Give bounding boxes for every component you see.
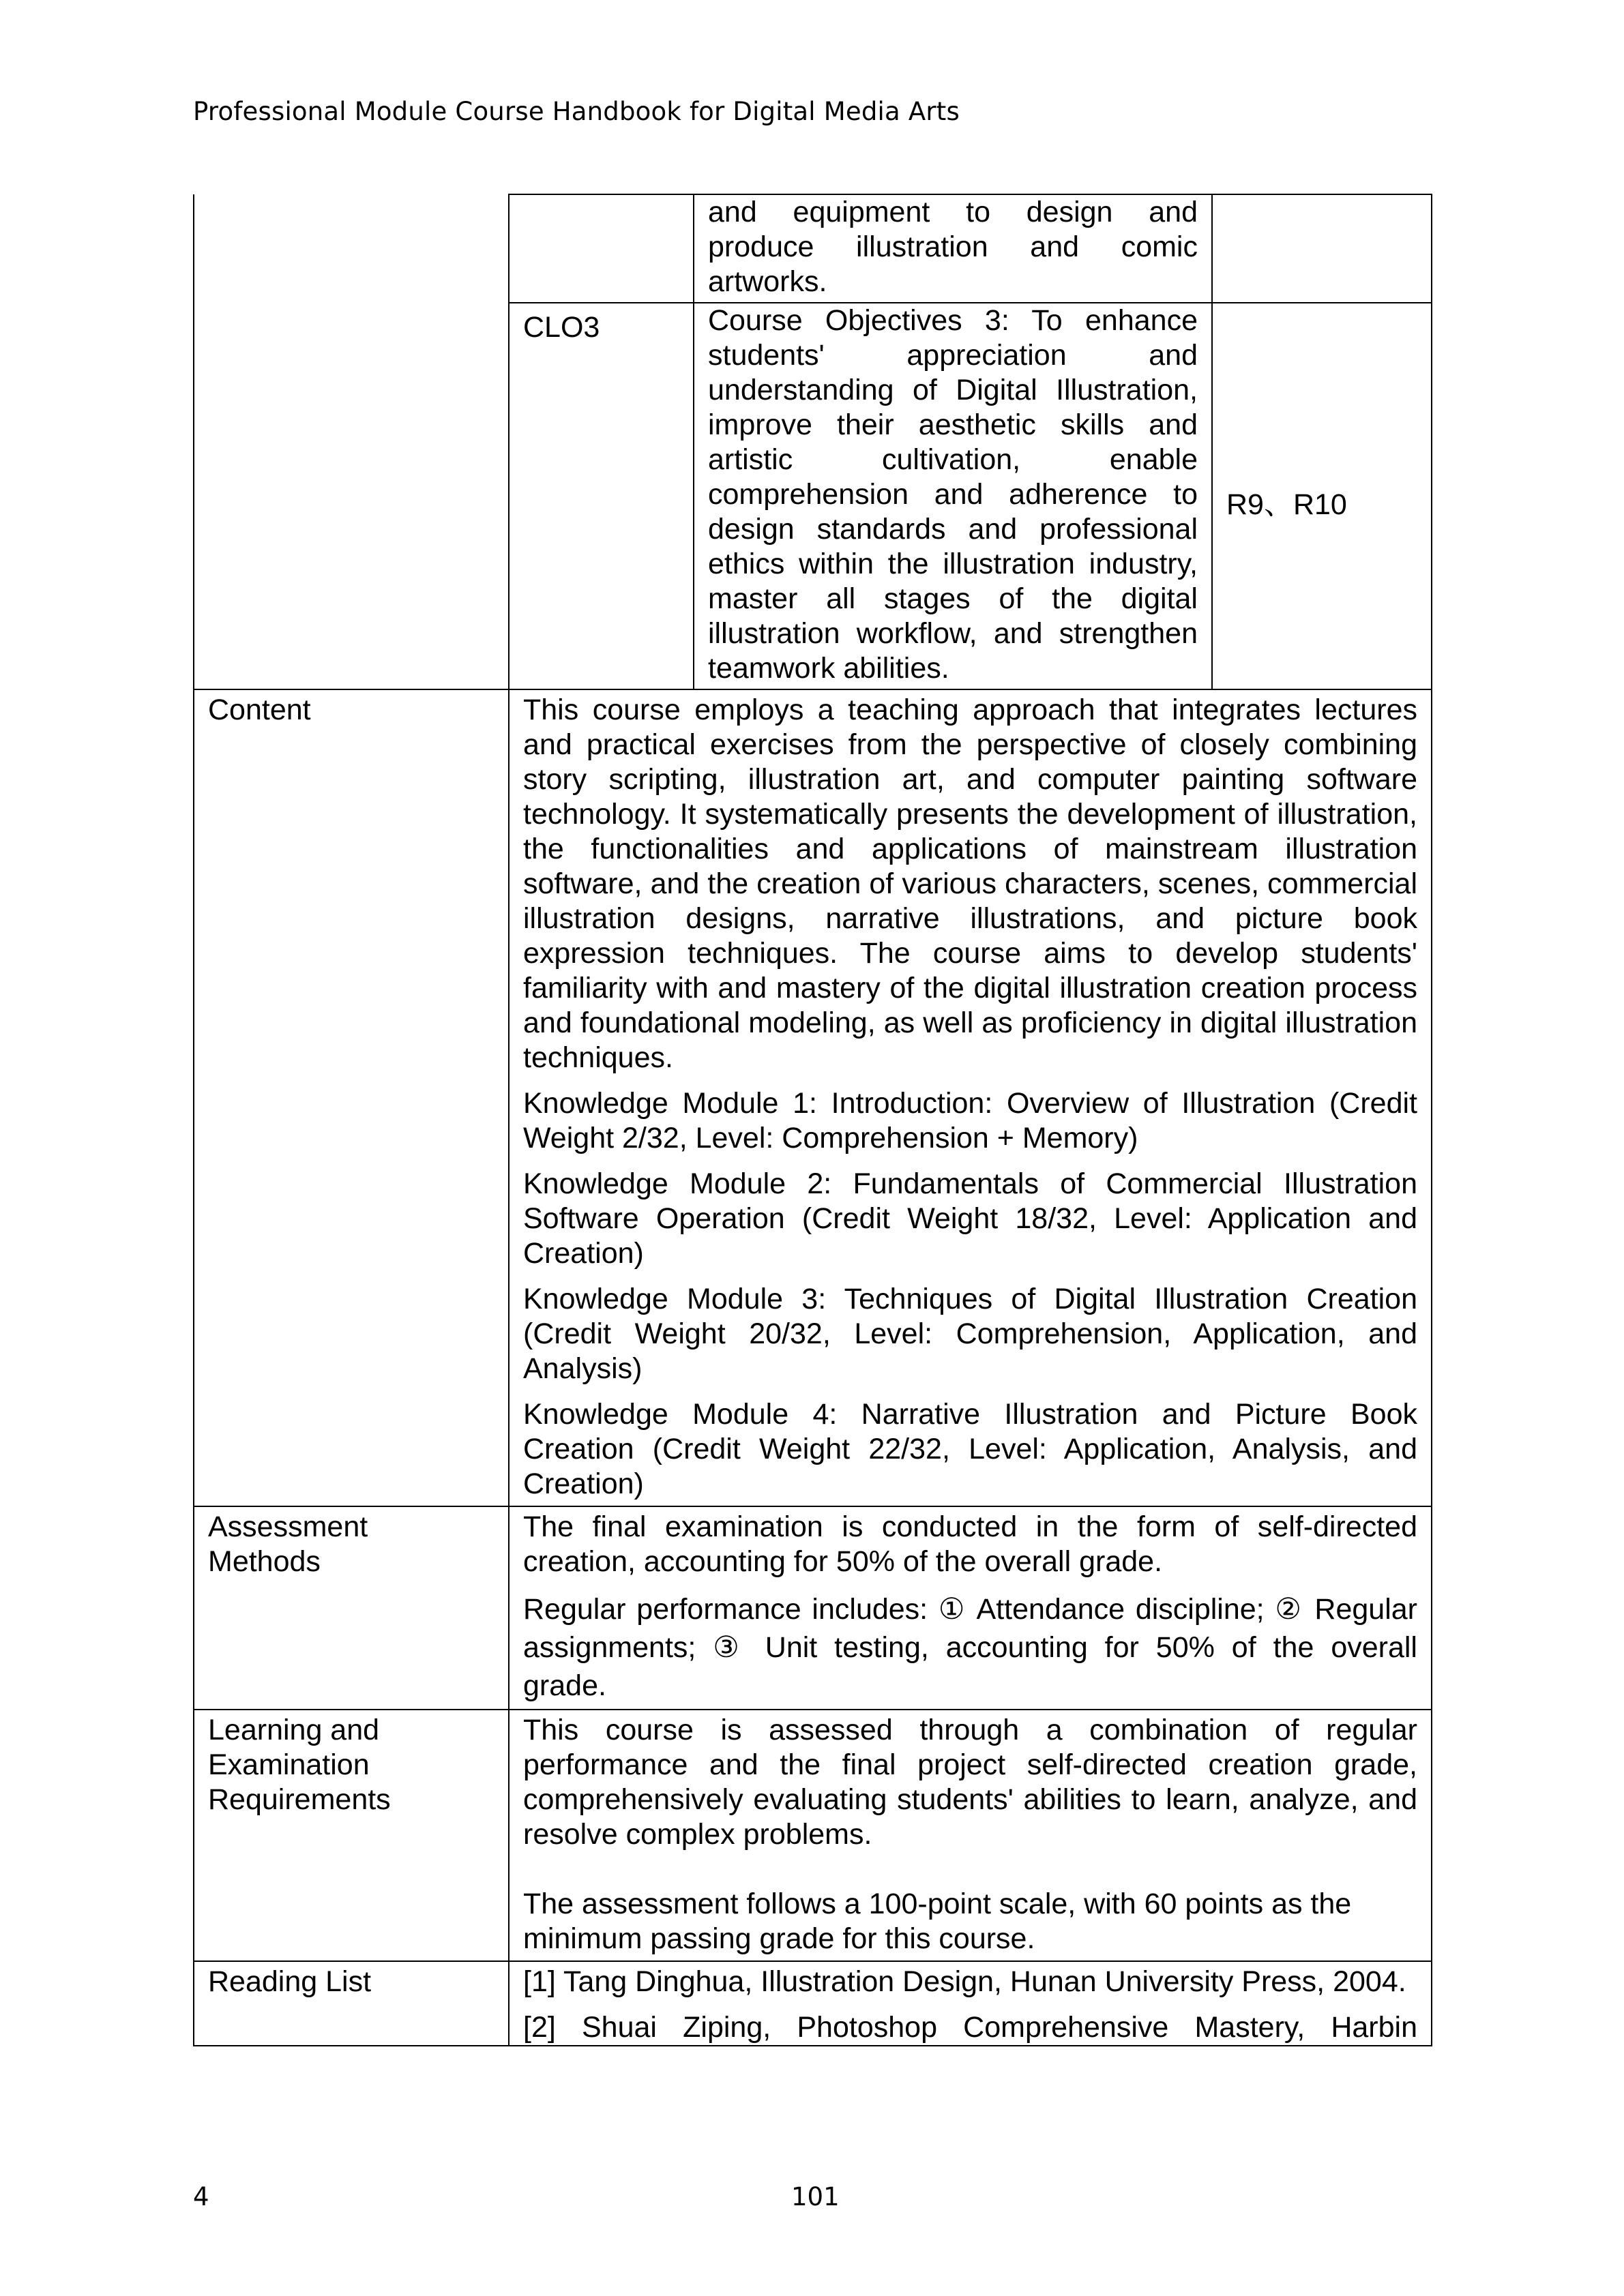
reading-row [194,1961,1432,2046]
assessment-regular-performance: Regular performance includes: ① Attendance discipline; ② Regular assignments; ③ Unit testing, accounting for 50% of the overall grade. [523,1593,1417,1702]
course-table [193,194,1432,2046]
objective-cont-req [1212,195,1432,303]
content-label: Content [194,689,509,1506]
assessment-label-line1: Assessment [208,1510,368,1543]
reading-label: Reading List [194,1961,509,2046]
objective-cont-text: and equipment to design and produce illustration and comic artworks. [694,195,1212,303]
objectives-row [194,194,1432,689]
footer-left-number: 4 [193,2182,209,2211]
objectives-inner-table [510,195,1432,689]
knowledge-module-3: Knowledge Module 3: Techniques of Digital Illustration Creation (Credit Weight 20/32, Level: Comprehension, Application, and Analysis) [523,1283,1417,1385]
assessment-row [194,1506,1432,1710]
requirements-paragraph-1: This course is assessed through a combination of regular performance and the final project self-directed creation grade, comprehensively evaluating students' abilities to learn, analyze, and resolve complex problems. [523,1714,1417,1851]
requirements-label-line1: Learning and [208,1714,380,1746]
requirements-label-line3: Requirements [208,1783,391,1816]
objective-clo3-row [510,303,1432,689]
reading-item-2: [2] Shuai Ziping, Photoshop Comprehensive Mastery, Harbin [523,2011,1417,2044]
assessment-final-exam: The final examination is conducted in the form of self-directed creation, accounting for 50% of the overall grade. [523,1510,1417,1578]
assessment-body [509,1506,1432,1710]
content-row [194,689,1432,1506]
knowledge-module-4: Knowledge Module 4: Narrative Illustration and Picture Book Creation (Credit Weight 22/32, Level: Application, Analysis, and Creation) [523,1398,1417,1500]
objective-clo3-text: Course Objectives 3: To enhance students' appreciation and understanding of Digital Illustration, improve their aesthetic skills and artistic cultivation, enable comprehension and adherence to design standards and professional ethics within the illustration industry, master all stages of the digital illustration workflow, and strengthen teamwork abilities. [694,303,1212,689]
objective-cont-code [510,195,694,303]
requirements-label [194,1710,509,1961]
requirements-gap [523,1852,1417,1887]
requirements-body [509,1710,1432,1961]
page-header: Professional Module Course Handbook for Digital Media Arts [193,97,960,126]
requirements-label-line2: Examination [208,1748,370,1781]
objectives-cell [509,194,1432,689]
knowledge-module-1: Knowledge Module 1: Introduction: Overview of Illustration (Credit Weight 2/32, Level: Comprehension + Memory) [523,1087,1417,1154]
objectives-label-cell [194,194,509,689]
objective-cont-row [510,195,1432,303]
requirements-paragraph-2: The assessment follows a 100-point scale, with 60 points as the minimum passing grade for this course. [523,1888,1352,1955]
assessment-label [194,1506,509,1710]
reading-body [509,1961,1432,2046]
objective-clo3-code: CLO3 [510,303,694,689]
page-number: 101 [791,2182,840,2211]
requirements-row [194,1710,1432,1961]
content-paragraph: This course employs a teaching approach that integrates lectures and practical exercises from the perspective of closely combining story scripting, illustration art, and computer painting software technology. It systematically presents the development of illustration, the functionalities and applications of mainstream illustration software, and the creation of various characters, scenes, commercial illustration designs, narrative illustrations, and picture book expression techniques. The course aims to develop students' familiarity with and mastery of the digital illustration creation process and foundational modeling, as well as proficiency in digital illustration techniques. [523,694,1417,1074]
assessment-label-line2: Methods [208,1545,321,1578]
content-body [509,689,1432,1506]
objective-clo3-req: R9、R10 [1212,303,1432,689]
reading-item-1: [1] Tang Dinghua, Illustration Design, Hunan University Press, 2004. [523,1965,1406,1998]
knowledge-module-2: Knowledge Module 2: Fundamentals of Commercial Illustration Software Operation (Credit Weight 18/32, Level: Application and Creation) [523,1167,1417,1270]
